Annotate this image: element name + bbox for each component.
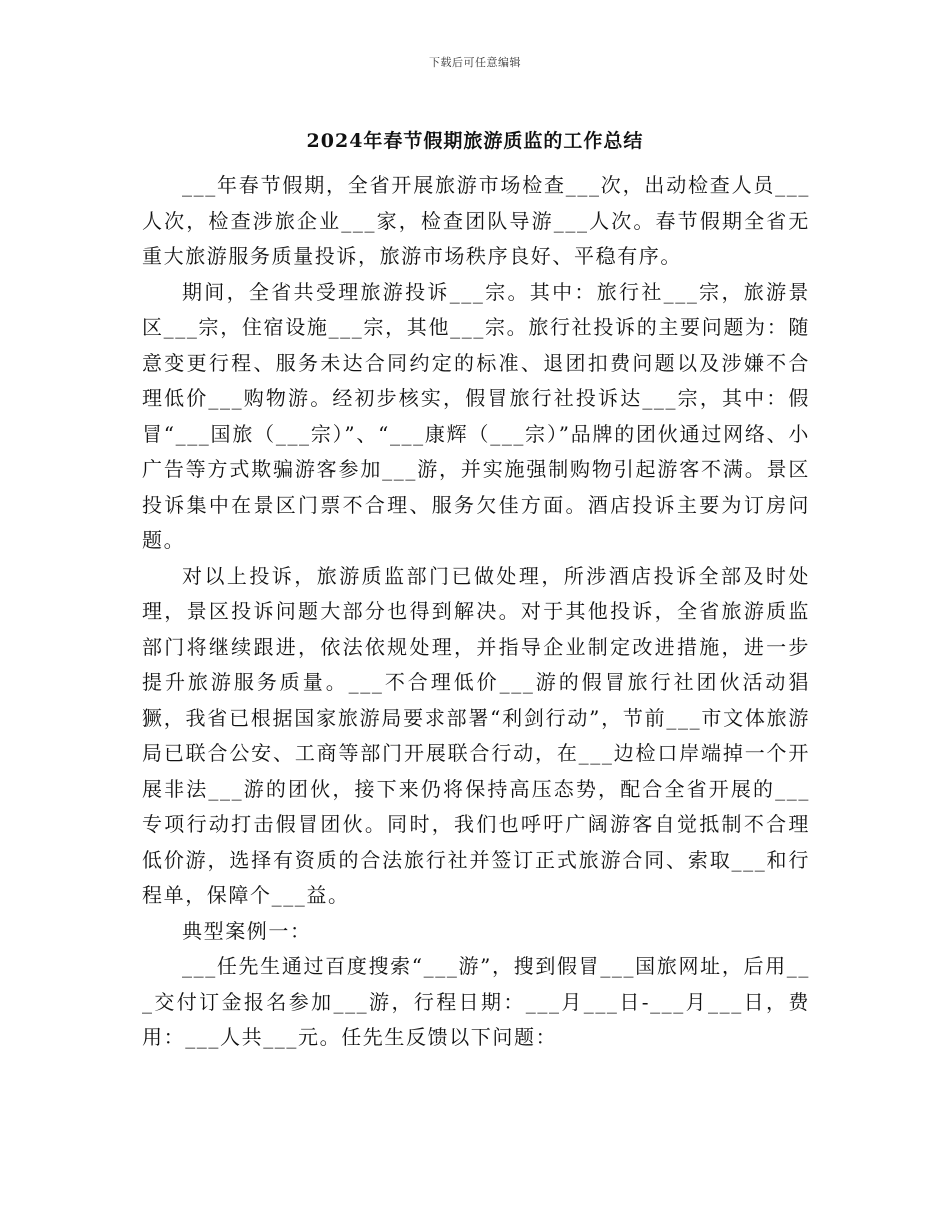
paragraph-complaints: 期间，全省共受理旅游投诉___宗。其中：旅行社___宗，旅游景区___宗，住宿设施___宗，其他___宗。旅行社投诉的主要问题为：随意变更行程、服务未达合同约定的标准、退团扣费问题以及涉嫌不合理低价___购物游。经初步核实，假冒旅行社投诉达___宗，其中：假冒“___国旅（___宗）”、“___康辉（___宗）”品牌的团伙通过网络、小广告等方式欺骗游客参加___游，并实施强制购物引起游客不满。景区投诉集中在景区门票不合理、服务欠佳方面。酒店投诉主要为订房问题。 (142, 279, 810, 552)
header-note: 下载后可任意编辑 (429, 56, 521, 69)
paragraph-case-heading: 典型案例一： (182, 918, 312, 943)
paragraph-overview: ___年春节假期，全省开展旅游市场检查___次，出动检查人员___人次，检查涉旅企业___家，检查团队导游___人次。春节假期全省无重大旅游服务质量投诉，旅游市场秩序良好、平稳有序。 (142, 173, 810, 268)
paragraph-handling: 对以上投诉，旅游质监部门已做处理，所涉酒店投诉全部及时处理，景区投诉问题大部分也得到解决。对于其他投诉，全省旅游质监部门将继续跟进，依法依规处理，并指导企业制定改进措施，进一步提升旅游服务质量。___不合理低价___游的假冒旅行社团伙活动猖獗，我省已根据国家旅游局要求部署“利剑行动”，节前___市文体旅游局已联合公安、工商等部门开展联合行动，在___边检口岸端掉一个开展非法___游的团伙，接下来仍将保持高压态势，配合全省开展的___专项行动打击假冒团伙。同时，我们也呼吁广阔游客自觉抵制不合理低价游，选择有资质的合法旅行社并签订正式旅游合同、索取___和行程单，保障个___益。 (142, 563, 810, 907)
paragraph-case-one: ___任先生通过百度搜索“___游”，搜到假冒___国旅网址，后用___交付订金报名参加___游，行程日期：___月___日-___月___日，费用：___人共___元。任先生反馈以下问题： (142, 954, 810, 1049)
document-title: 2024年春节假期旅游质监的工作总结 (306, 130, 644, 152)
document-body (142, 168, 810, 1056)
